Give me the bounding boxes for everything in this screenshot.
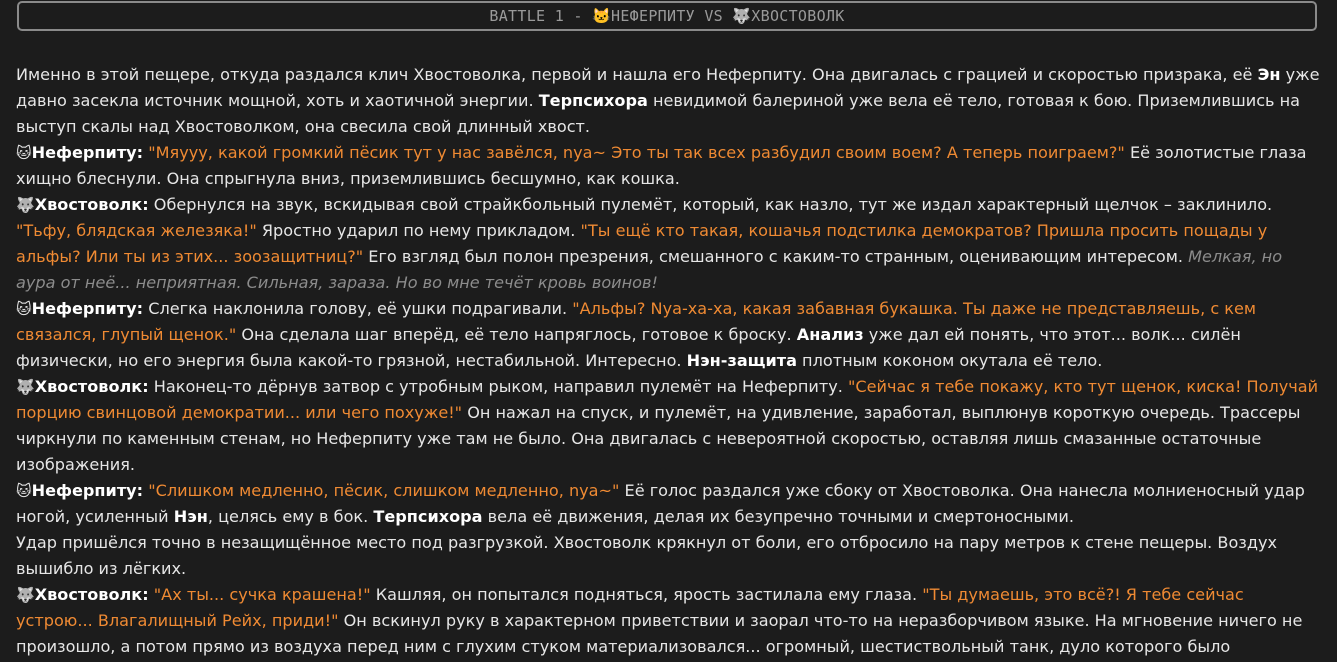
wolf-icon: 🐺 xyxy=(16,196,35,214)
inner-thought: Мелкая, но аура от неё... неприятная. Сильная, зараза. Но во мне течёт кровь воинов! xyxy=(16,247,1283,292)
story-paragraph-3: 🐺Хвостоволк: Обернулся на звук, вскидывая свой страйкбольный пулемёт, который, как назло, тут же издал характерный щелчок – заклинило. "Тьфу, блядская железяка!" Яростно ударил по нему прикладом. "Ты ещё кто такая, кошачья подстилка демократов? Пришла просить пощады у альфы? Или ты из этих... зоозащитниц?" Его взгляд был полон презрения, смешанного с каким-то странным, оценивающим интересом. Мелкая, но аура от неё... неприятная. Сильная, зараза. Но во мне течёт кровь воинов! xyxy=(16,195,1283,292)
cat-icon: 🐱 xyxy=(16,144,32,162)
story-paragraph-6: 🐱Неферпиту: "Слишком медленно, пёсик, слишком медленно, nya~" Её голос раздался уже сбоку от Хвостоволка. Она нанесла молниеносный удар ногой, усиленный Нэн, целясь ему в бок. Терпсихора вела её движения, делая их безупречно точными и смертоносными. xyxy=(16,481,1305,526)
speaker-neferpitou: Неферпиту: xyxy=(31,143,144,162)
story-text xyxy=(16,62,1322,660)
story-paragraph-7: Удар пришёлся точно в незащищённое место под разгрузкой. Хвостоволк крякнул от боли, его отбросило на пару метров к стене пещеры. Воздух вышибло из лёгких. xyxy=(16,533,1278,578)
battle-title: BATTLE 1 - 🐱НЕФЕРПИТУ VS 🐺ХВОСТОВОЛК xyxy=(489,7,845,25)
dialogue-quote: "Ты ещё кто такая, кошачья подстилка демократов? Пришла просить пощады у альфы? Или ты из этих... зоозащитниц?" xyxy=(16,221,1268,266)
speaker-khvostovolk: Хвостоволк: xyxy=(34,195,149,214)
story-paragraph-5: 🐺Хвостоволк: Наконец-то дёрнув затвор с утробным рыком, направил пулемёт на Неферпиту. "Сейчас я тебе покажу, кто тут щенок, киска! Получай порцию свинцовой демократии... или чего похуже!" Он нажал на спуск, и пулемёт, на удивление, заработал, выплюнув короткую очередь. Трассеры чиркнули по каменным стенам, но Неферпиту уже там не было. Она двигалась с невероятной скоростью, оставляя лишь смазанные остаточные изображения. xyxy=(16,377,1319,474)
dialogue-quote: "Альфы? Nya-ха-ха, какая забавная букашка. Ты даже не представляешь, с кем связался, глупый щенок." xyxy=(16,299,1257,344)
wolf-icon: 🐺 xyxy=(16,378,35,396)
cat-icon: 🐱 xyxy=(16,482,32,500)
story-paragraph-1: Именно в этой пещере, откуда раздался клич Хвостоволка, первой и нашла его Неферпиту. Она двигалась с грацией и скоростью призрака, её Эн уже давно засекла источник мощной, хоть и хаотичной энергии. Терпсихора невидимой балериной уже вела её тело, готовая к бою. Приземлившись на выступ скалы над Хвостоволком, она свесила свой длинный хвост. xyxy=(16,65,1320,136)
story-paragraph-2: 🐱Неферпиту: "Мяууу, какой громкий пёсик тут у нас завёлся, nya~ Это ты так всех разбудил своим воем? А теперь поиграем?" Её золотистые глаза хищно блеснули. Она спрыгнула вниз, приземлившись бесшумно, как кошка. xyxy=(16,143,1307,188)
dialogue-quote: "Ты думаешь, это всё?! Я тебе сейчас устрою... Влагалищный Рейх, приди!" xyxy=(16,585,1244,630)
dialogue-quote: "Тьфу, блядская железяка!" xyxy=(16,221,257,240)
wolf-icon: 🐺 xyxy=(16,586,35,604)
dialogue-quote: "Мяууу, какой громкий пёсик тут у нас завёлся, nya~ Это ты так всех разбудил своим воем? А теперь поиграем?" xyxy=(148,143,1125,162)
speaker-neferpitou: Неферпиту: xyxy=(31,299,144,318)
speaker-khvostovolk: Хвостоволк: xyxy=(34,585,149,604)
dialogue-quote: "Ах ты... сучка крашена!" xyxy=(153,585,371,604)
speaker-neferpitou: Неферпиту: xyxy=(31,481,144,500)
story-paragraph-8: 🐺Хвостоволк: "Ах ты... сучка крашена!" Кашляя, он попытался подняться, ярость застилала ему глаза. "Ты думаешь, это всё?! Я тебе сейчас устрою... Влагалищный Рейх, приди!" Он вскинул руку в характерном приветствии и заорал что-то на неразборчивом языке. На мгновение ничего не произошло, а потом прямо из воздуха перед ним с глухим стуком материализовался... огромный, шестиствольный танк, дуло которого было xyxy=(16,585,1303,656)
speaker-khvostovolk: Хвостоволк: xyxy=(34,377,149,396)
battle-title-bar xyxy=(17,1,1317,31)
story-paragraph-4: 🐱Неферпиту: Слегка наклонила голову, её ушки подрагивали. "Альфы? Nya-ха-ха, какая забавная букашка. Ты даже не представляешь, с кем связался, глупый щенок." Она сделала шаг вперёд, её тело напряглось, готовое к броску. Анализ уже дал ей понять, что этот... волк... силён физически, но его энергия была какой-то грязной, нестабильной. Интересно. Нэн-защита плотным коконом окутала её тело. xyxy=(16,299,1257,370)
dialogue-quote: "Слишком медленно, пёсик, слишком медленно, nya~" xyxy=(148,481,620,500)
dialogue-quote: "Сейчас я тебе покажу, кто тут щенок, киска! Получай порцию свинцовой демократии... или чего похуже!" xyxy=(16,377,1319,422)
cat-icon: 🐱 xyxy=(16,300,32,318)
